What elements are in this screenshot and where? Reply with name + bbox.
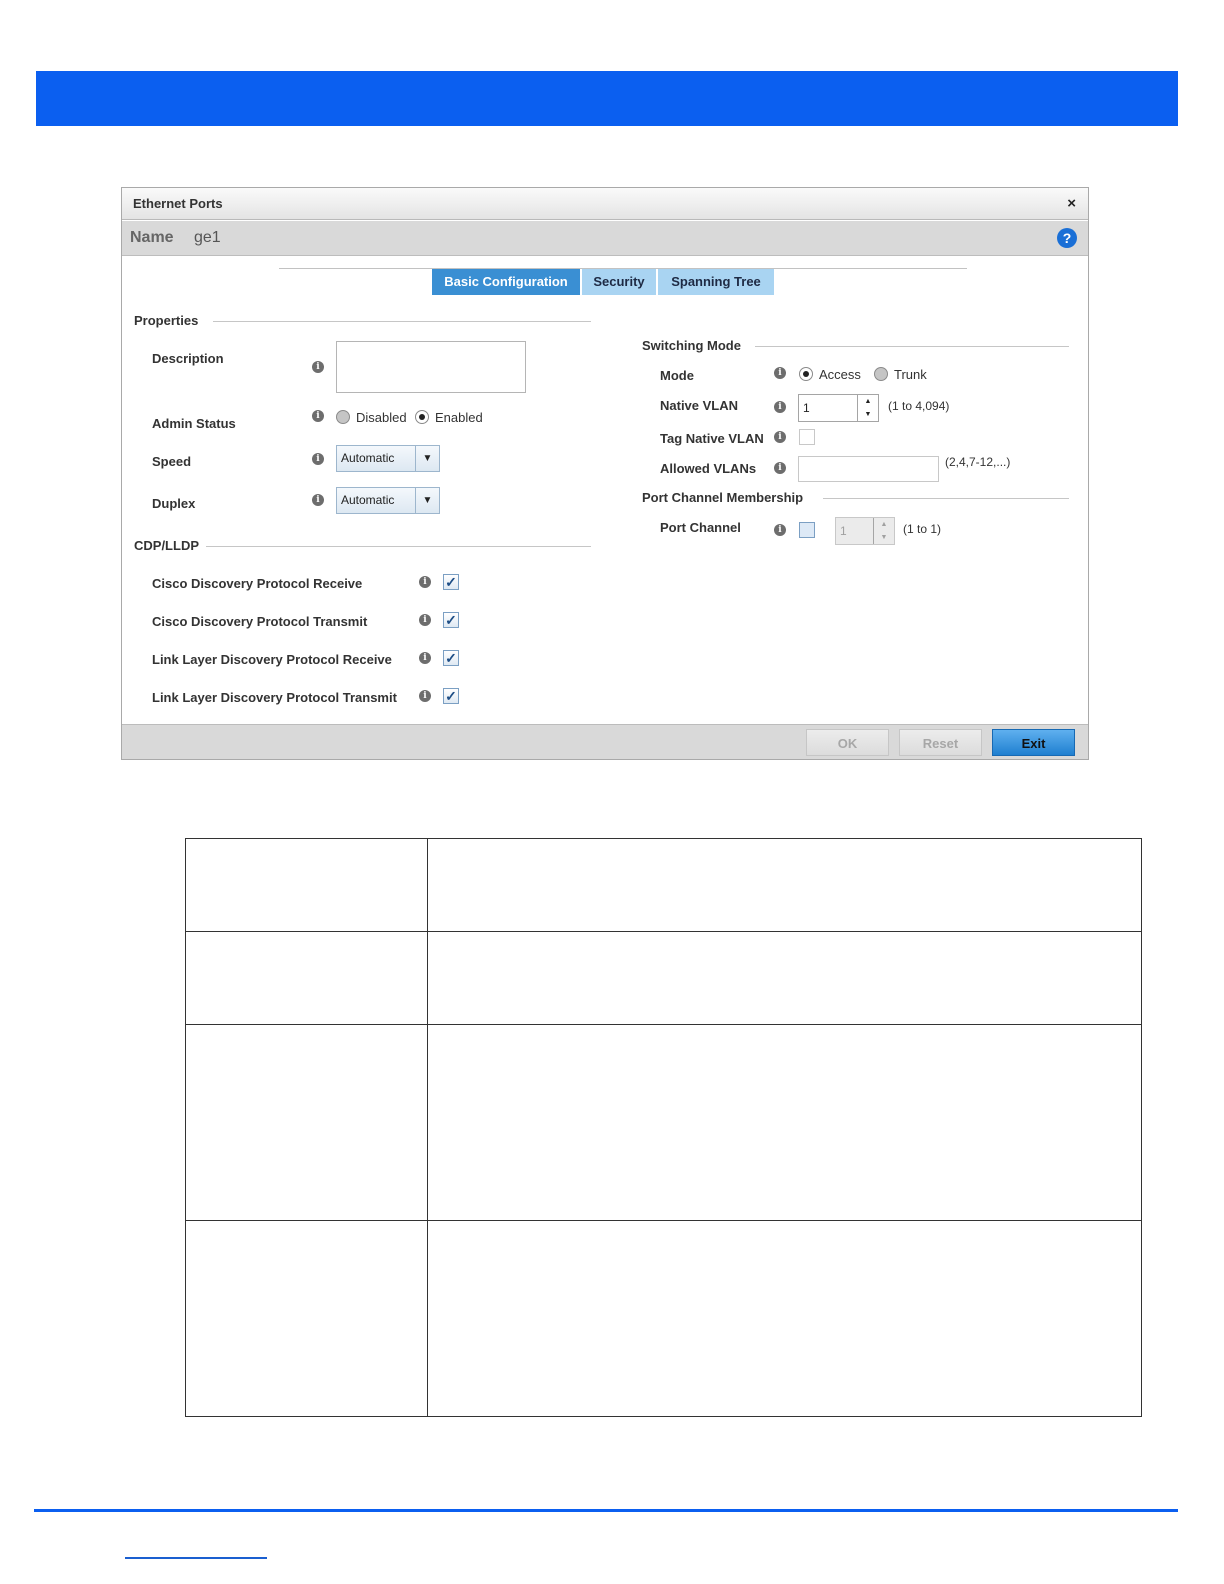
table-column-divider bbox=[427, 839, 428, 1416]
port-channel-label: Port Channel bbox=[660, 520, 741, 535]
chevron-down-icon[interactable]: ▼ bbox=[415, 446, 439, 471]
table-row-divider bbox=[186, 931, 1141, 932]
lldp-transmit-info-icon[interactable]: i bbox=[419, 690, 431, 702]
lldp-receive-info-icon[interactable]: i bbox=[419, 652, 431, 664]
port-channel-spinner[interactable] bbox=[835, 517, 895, 545]
cdp-receive-label: Cisco Discovery Protocol Receive bbox=[152, 576, 363, 591]
speed-label: Speed bbox=[152, 454, 192, 469]
tab-basic-configuration[interactable]: Basic Configuration bbox=[432, 269, 580, 295]
admin-status-enabled-radio[interactable] bbox=[415, 410, 429, 424]
native-vlan-info-icon[interactable]: i bbox=[774, 401, 786, 413]
cdp-receive-checkbox[interactable]: ✓ bbox=[443, 574, 459, 590]
name-value: ge1 bbox=[194, 229, 221, 246]
cdp-transmit-label: Cisco Discovery Protocol Transmit bbox=[152, 614, 368, 629]
admin-status-disabled-radio[interactable] bbox=[336, 410, 350, 424]
duplex-label: Duplex bbox=[152, 496, 196, 511]
close-icon[interactable]: × bbox=[1067, 195, 1076, 212]
ethernet-ports-dialog bbox=[121, 187, 1089, 760]
duplex-select[interactable] bbox=[336, 487, 440, 514]
cdp-receive-info-icon[interactable]: i bbox=[419, 576, 431, 588]
admin-status-label: Admin Status bbox=[152, 416, 236, 431]
allowed-vlans-hint: (2,4,7-12,...) bbox=[945, 455, 1011, 469]
mode-access-radio[interactable] bbox=[799, 367, 813, 381]
port-channel-checkbox[interactable] bbox=[799, 522, 815, 538]
port-channel-section-title: Port Channel Membership bbox=[642, 490, 804, 505]
reset-button[interactable]: Reset bbox=[899, 729, 982, 756]
duplex-info-icon[interactable]: i bbox=[312, 494, 324, 506]
tag-native-vlan-label: Tag Native VLAN bbox=[660, 431, 764, 446]
description-info-icon[interactable]: i bbox=[312, 361, 324, 373]
allowed-vlans-input[interactable] bbox=[798, 456, 939, 482]
cdp-transmit-checkbox[interactable]: ✓ bbox=[443, 612, 459, 628]
native-vlan-label: Native VLAN bbox=[660, 398, 739, 413]
lldp-receive-checkbox[interactable]: ✓ bbox=[443, 650, 459, 666]
admin-status-info-icon[interactable]: i bbox=[312, 410, 324, 422]
dialog-footer bbox=[122, 724, 1088, 759]
speed-value: Automatic bbox=[341, 451, 395, 465]
exit-button[interactable]: Exit bbox=[992, 729, 1075, 756]
header-banner bbox=[36, 71, 1178, 126]
speed-info-icon[interactable]: i bbox=[312, 453, 324, 465]
native-vlan-arrows[interactable] bbox=[857, 395, 878, 421]
dialog-title: Ethernet Ports bbox=[133, 196, 223, 211]
mode-info-icon[interactable]: i bbox=[774, 367, 786, 379]
tag-native-vlan-checkbox[interactable] bbox=[799, 429, 815, 445]
native-vlan-spinner[interactable] bbox=[798, 394, 879, 422]
mode-trunk-label: Trunk bbox=[894, 367, 927, 382]
cdp-transmit-info-icon[interactable]: i bbox=[419, 614, 431, 626]
footer-link-underline[interactable] bbox=[125, 1557, 267, 1559]
port-channel-arrows[interactable] bbox=[873, 518, 894, 544]
mode-label: Mode bbox=[660, 368, 694, 383]
description-input[interactable] bbox=[336, 341, 526, 393]
speed-select[interactable] bbox=[336, 445, 440, 472]
table-row-divider bbox=[186, 1220, 1141, 1221]
native-vlan-value: 1 bbox=[803, 401, 810, 415]
lldp-transmit-label: Link Layer Discovery Protocol Transmit bbox=[152, 690, 397, 705]
native-vlan-range: (1 to 4,094) bbox=[888, 399, 950, 413]
tab-security[interactable]: Security bbox=[582, 269, 656, 295]
dialog-title-bar bbox=[122, 188, 1088, 220]
spin-up-icon[interactable]: ▲ bbox=[864, 398, 872, 405]
duplex-value: Automatic bbox=[341, 493, 395, 507]
table-row-divider bbox=[186, 1024, 1141, 1025]
spin-down-icon[interactable]: ▼ bbox=[864, 411, 872, 418]
properties-divider bbox=[213, 321, 591, 322]
mode-access-label: Access bbox=[819, 367, 861, 382]
spin-down-icon[interactable]: ▼ bbox=[880, 534, 888, 541]
footer-rule bbox=[34, 1509, 1178, 1512]
port-channel-value: 1 bbox=[840, 524, 847, 538]
port-channel-range: (1 to 1) bbox=[903, 522, 942, 536]
ok-button[interactable]: OK bbox=[806, 729, 889, 756]
tab-spanning-tree[interactable]: Spanning Tree bbox=[658, 269, 774, 295]
name-bar bbox=[122, 221, 1088, 256]
allowed-vlans-info-icon[interactable]: i bbox=[774, 462, 786, 474]
port-channel-info-icon[interactable]: i bbox=[774, 524, 786, 536]
help-icon[interactable]: ? bbox=[1057, 228, 1077, 248]
port-channel-divider bbox=[823, 498, 1069, 499]
lldp-transmit-checkbox[interactable]: ✓ bbox=[443, 688, 459, 704]
admin-status-disabled-label: Disabled bbox=[356, 410, 407, 425]
properties-section-title: Properties bbox=[134, 313, 199, 328]
switching-mode-divider bbox=[755, 346, 1069, 347]
description-table bbox=[185, 838, 1142, 1417]
chevron-down-icon[interactable]: ▼ bbox=[415, 488, 439, 513]
spin-up-icon[interactable]: ▲ bbox=[880, 521, 888, 528]
description-label: Description bbox=[152, 351, 224, 366]
cdp-lldp-section-title: CDP/LLDP bbox=[134, 538, 199, 553]
admin-status-enabled-label: Enabled bbox=[435, 410, 483, 425]
allowed-vlans-label: Allowed VLANs bbox=[660, 461, 757, 476]
switching-mode-section-title: Switching Mode bbox=[642, 338, 741, 353]
tag-native-vlan-info-icon[interactable]: i bbox=[774, 431, 786, 443]
name-label: Name bbox=[130, 229, 174, 246]
mode-trunk-radio[interactable] bbox=[874, 367, 888, 381]
lldp-receive-label: Link Layer Discovery Protocol Receive bbox=[152, 652, 392, 667]
cdp-lldp-divider bbox=[206, 546, 591, 547]
